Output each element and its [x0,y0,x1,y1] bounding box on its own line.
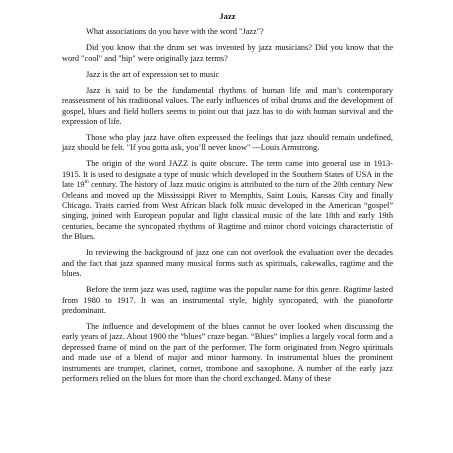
paragraph-fundamental-rhythms: Jazz is said to be the fundamental rhythms of human life and man’s contemporary reassessment of his traditional values. The early influences of tribal drums and the development of gospel, blues and field hollers seems to point out that jazz has to do with human survival and the expression of life. [62,85,393,127]
paragraph-background: In reviewing the background of jazz one can not overlook the evaluation over the decades and the fact that jazz spanned many musical forms such as spirituals, cakewalks, ragtime and the blues. [62,248,393,279]
paragraph-drum-set: Did you know that the drum set was invented by jazz musicians? Did you know that the word "cool" and "hip" were originally jazz terms? [62,43,393,63]
paragraph-art-of-expression: Jazz is the art of expression set to music [86,69,220,79]
origin-text-after: century. The history of Jazz music origins is attributed to the turn of the 20th century New Orleans and moved up the Mississippi River to Memphis, Saint Louis, Kansas City and finally Chicago. Traits carried from West African black folk music developed in the American “gospel” singing, joined with European popular and light classical music of the late 18th and early 19th centuries, became the syncopated rhythms of Ragtime and minor chord voicings characteristic of the Blues. [62,180,393,242]
document-title: Jazz [219,11,236,21]
paragraph-undefined-feelings: Those who play jazz have often expressed the feelings that jazz should remain undefined, jazz should be felt. "If you gotta ask, you’ll never know" ---Louis Armstrong. [62,133,393,153]
origin-text-before: The origin of the word JAZZ is quite obscure. The term came into general use in 1913-1915. It is used to designate a type of music which developed in the Southern States of USA in the late 19 [62,159,393,190]
paragraph-ragtime: Before the term jazz was used, ragtime was the popular name for this genre. Ragtime lasted from 1980 to 1917. It was an instrumental style, highly syncopated, with the pianoforte predominant. [62,285,393,315]
paragraph-origin-of-word [62,159,393,242]
origin-superscript: th [84,179,89,186]
paragraph-associations: What associations do you have with the word "Jazz"? [86,27,264,37]
paragraph-blues: The influence and development of the blues cannot be over looked when discussing the early years of jazz. About 1900 the “blues” craze began. “Blues” implies a largely vocal form and a depressed frame of mind on the part of the performer. The form originated from Negro spirituals and made use of a blend of major and minor harmony. In instrumental blues the prominent instruments are trumpet, clarinet, cornet, trombone and saxophone. A number of the early jazz performers relied on the blues for more than the chord exchanged. Many of these [62,321,393,383]
